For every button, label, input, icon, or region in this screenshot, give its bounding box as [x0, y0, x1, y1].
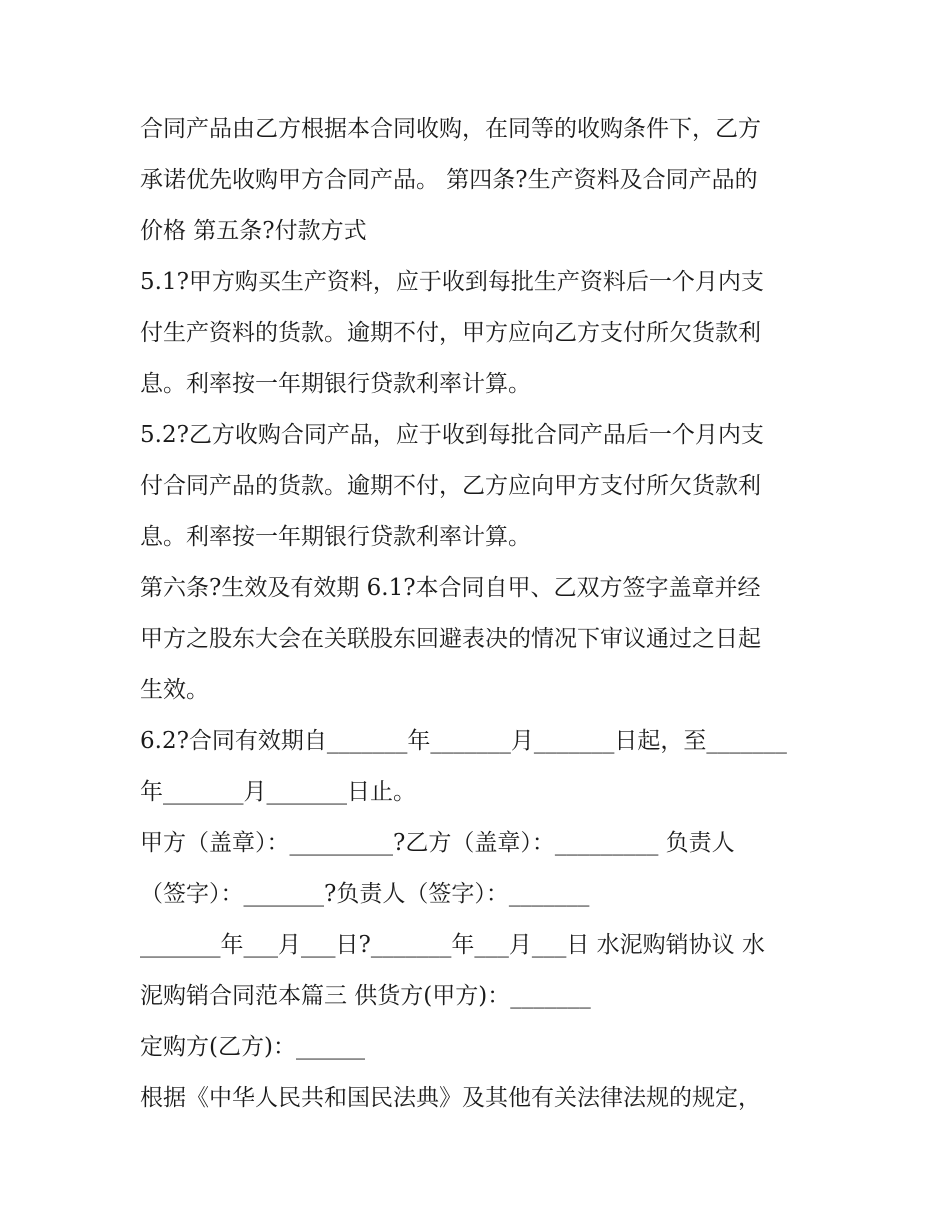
text-line-17: _______年___月___日?_______年___月___日 水泥购销协议 水	[140, 932, 765, 958]
text-line-5: 付生产资料的货款。逾期不付，甲方应向乙方支付所欠货款利	[140, 320, 761, 346]
text-line-11: 甲方之股东大会在关联股东回避表决的情况下审议通过之日起	[140, 626, 761, 652]
text-line-14: 年_______月_______日止。	[140, 779, 416, 805]
text-line-7: 5.2?乙方收购合同产品，应于收到每批合同产品后一个月内支	[140, 422, 764, 448]
text-line-1: 合同产品由乙方根据本合同收购，在同等的收购条件下，乙方	[140, 116, 761, 142]
text-line-2: 承诺优先收购甲方合同产品。 第四条?生产资料及合同产品的	[140, 167, 758, 193]
text-line-13: 6.2?合同有效期自_______年_______月_______日起，至_______	[140, 728, 787, 754]
text-line-10: 第六条?生效及有效期 6.1?本合同自甲、乙双方签字盖章并经	[140, 575, 761, 601]
contract-body-text	[140, 104, 820, 1124]
text-line-3: 价格 第五条?付款方式	[140, 218, 367, 244]
text-line-4: 5.1?甲方购买生产资料，应于收到每批生产资料后一个月内支	[140, 269, 764, 295]
text-line-9: 息。利率按一年期银行贷款利率计算。	[140, 524, 531, 550]
text-line-12: 生效。	[140, 677, 209, 703]
text-line-19: 定购方(乙方)：______	[140, 1034, 365, 1060]
text-line-20: 根据《中华人民共和国民法典》及其他有关法律法规的规定，	[140, 1085, 761, 1111]
text-line-18: 泥购销合同范本篇三 供货方(甲方)：_______	[140, 983, 591, 1009]
text-line-8: 付合同产品的货款。逾期不付，乙方应向甲方支付所欠货款利	[140, 473, 761, 499]
text-line-16: （签字）：_______?负责人（签字）：_______	[140, 881, 590, 907]
text-line-6: 息。利率按一年期银行贷款利率计算。	[140, 371, 531, 397]
text-line-15: 甲方（盖章）：_________?乙方（盖章）：_________ 负责人	[140, 830, 735, 856]
